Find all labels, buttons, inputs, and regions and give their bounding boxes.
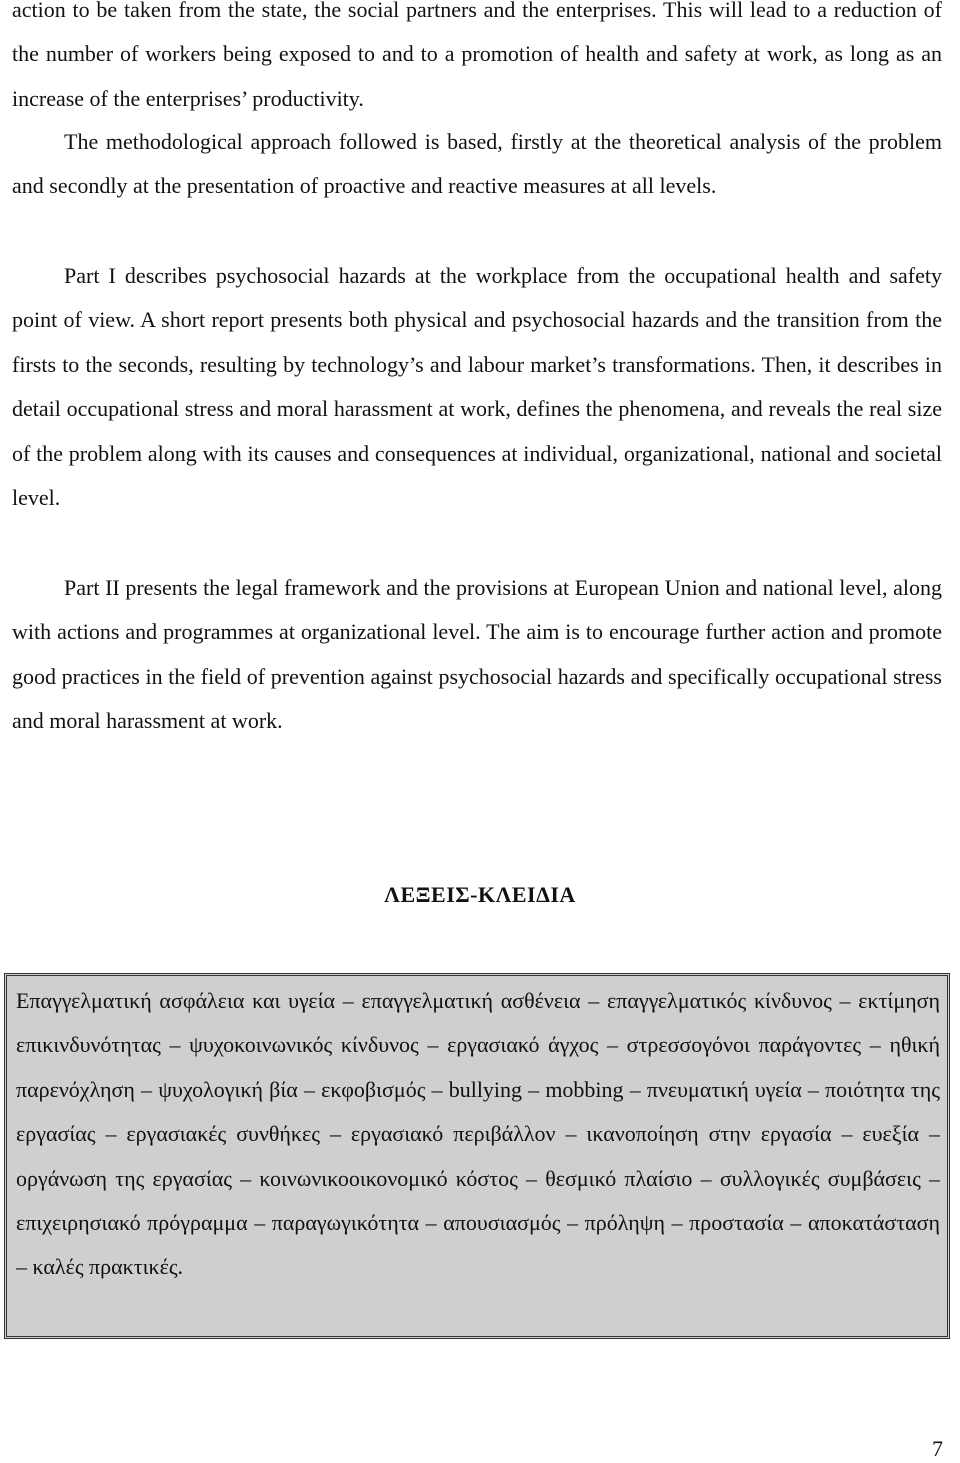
paragraph-methodology: The methodological approach followed is based, firstly at the theoretical analysis of the problem and secondly at the presentation of proactive and reactive measures at all levels. [12, 129, 942, 199]
keywords-text: Επαγγελματική ασφάλεια και υγεία – επαγγελματική ασθένεια – επαγγελματικός κίνδυνος – εκτίμηση επικινδυνότητας – ψυχοκοινωνικός κίνδυνος – εργασιακό άγχος – στρεσσογόνοι παράγοντες – ηθική παρενόχληση – ψυχολογική βία – εκφοβισμός – bullying – mobbing – πνευματική υγεία – ποιότητα της εργασίας – εργασιακές συνθήκες – εργασιακό περιβάλλον – ικανοποίηση στην εργασία – ευεξία – οργάνωση της εργασίας – κοινωνικοοικονομικό κόστος – θεσμικό πλαίσιο – συλλογικές συμβάσεις – επιχειρησιακό πρόγραμμα – παραγωγικότητα – απουσιασμός – πρόληψη – προστασία – αποκατάσταση – καλές πρακτικές. [16, 988, 940, 1280]
paragraph-intro-continuation: action to be taken from the state, the social partners and the enterprises. This will lead to a reduction of the number of workers being exposed to and to a promotion of health and safety at work, as long as an increase of the enterprises’ productivity. [12, 0, 942, 111]
keywords-box [4, 973, 950, 1339]
keywords-heading: ΛΕΞΕΙΣ-ΚΛΕΙΔΙΑ [384, 882, 576, 907]
page-number: 7 [932, 1436, 943, 1461]
paragraph-part-one: Part I describes psychosocial hazards at the workplace from the occupational health and safety point of view. A short report presents both physical and psychosocial hazards and the transition from the firsts to the seconds, resulting by technology’s and labour market’s transformations. Then, it describes in detail occupational stress and moral harassment at work, defines the phenomena, and reveals the real size of the problem along with its causes and consequences at individual, organizational, national and societal level. [12, 263, 942, 511]
paragraph-part-two: Part II presents the legal framework and the provisions at European Union and national level, along with actions and programmes at organizational level. The aim is to encourage further action and promote good practices in the field of prevention against psychosocial hazards and specifically occupational stress and moral harassment at work. [12, 575, 942, 734]
